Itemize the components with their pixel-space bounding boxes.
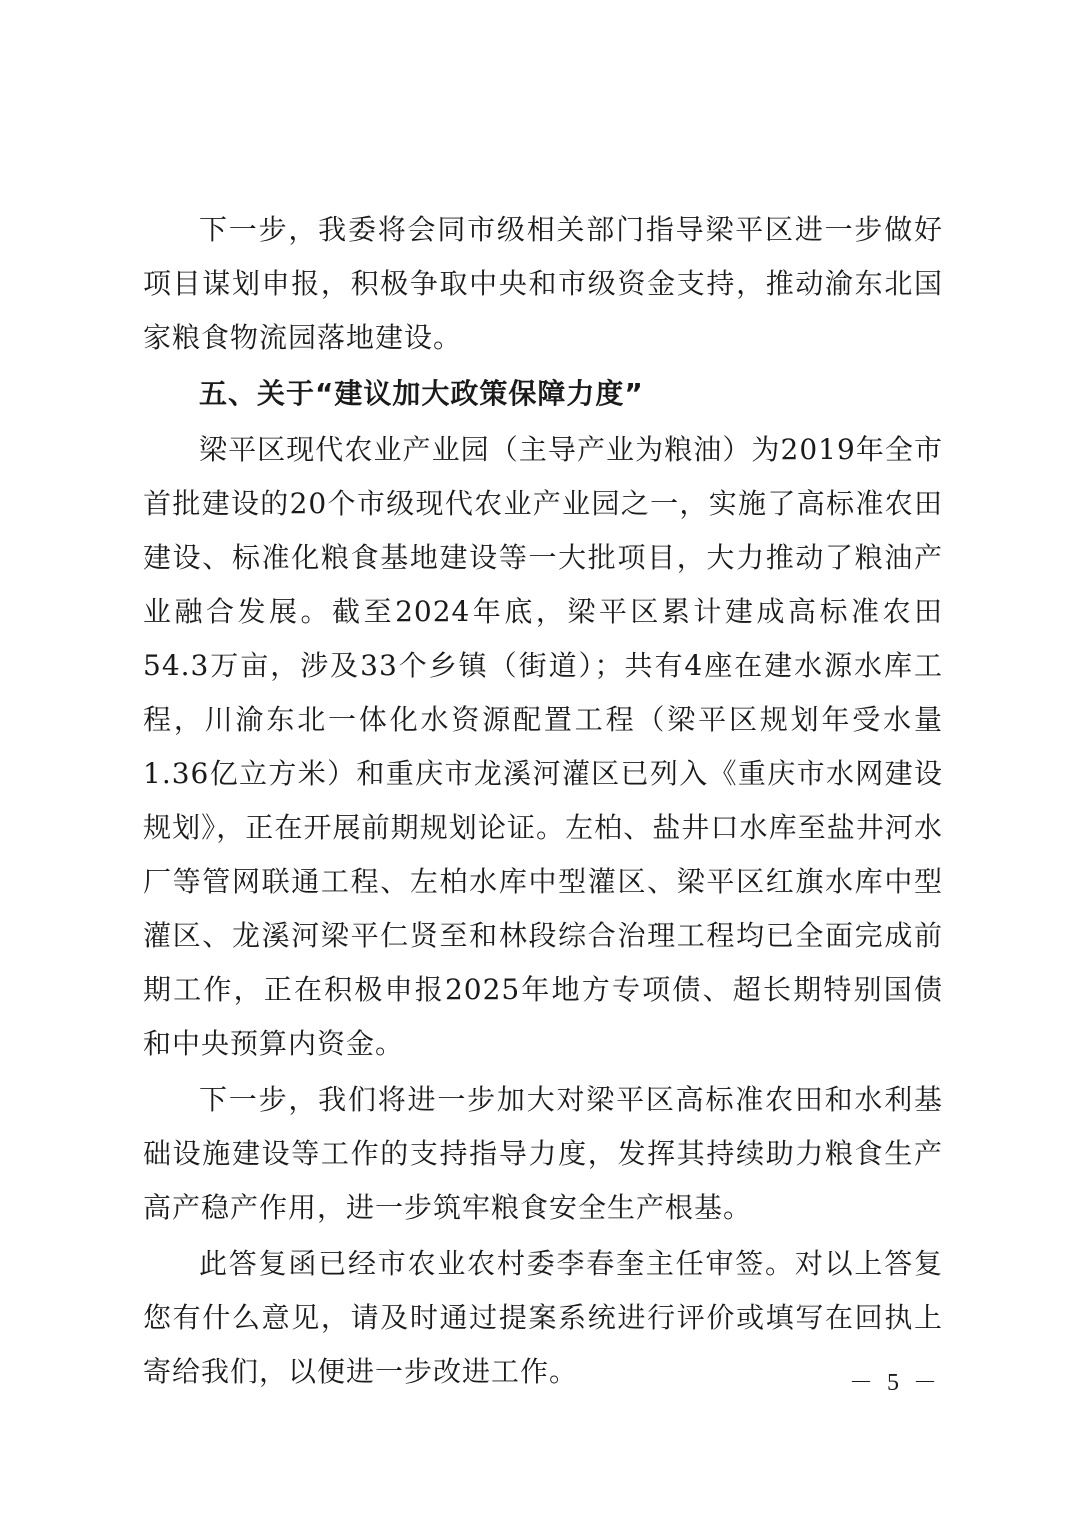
paragraph-industrial-park: 梁平区现代农业产业园（主导产业为粮油）为2019年全市首批建设的20个市级现代农业产业园之一，实施了高标准农田建设、标准化粮食基地建设等一大批项目，大力推动了粮油产业融合发展。截至2024年底，梁平区累计建成高标准农田54.3万亩，涉及33个乡镇（街道）；共有4座在建水源水库工程，川渝东北一体化水资源配置工程（梁平区规划年受水量1.36亿立方米）和重庆市龙溪河灌区已列入《重庆市水网建设规划》，正在开展前期规划论证。左柏、盐井口水库至盐井河水厂等管网联通工程、左柏水库中型灌区、梁平区红旗水库中型灌区、龙溪河梁平仁贤至和林段综合治理工程均已全面完成前期工作，正在积极申报2025年地方专项债、超长期特别国债和中央预算内资金。: [143, 433, 943, 1060]
paragraph-next-step-logistics: 下一步，我委将会同市级相关部门指导梁平区进一步做好项目谋划申报，积极争取中央和市级资金支持，推动渝东北国家粮食物流园落地建设。: [143, 213, 943, 354]
paragraph-next-step-farmland: 下一步，我们将进一步加大对梁平区高标准农田和水利基础设施建设等工作的支持指导力度，发挥其持续助力粮食生产高产稳产作用，进一步筑牢粮食安全生产根基。: [143, 1083, 943, 1224]
page-number: － 5 －: [849, 1370, 941, 1396]
document-body: [143, 203, 943, 1399]
paragraph-closing: 此答复函已经市农业农村委李春奎主任审签。对以上答复您有什么意见，请及时通过提案系统进行评价或填写在回执上寄给我们，以便进一步改进工作。: [143, 1247, 943, 1388]
section-heading-5: 五、关于“建议加大政策保障力度”: [199, 377, 644, 410]
